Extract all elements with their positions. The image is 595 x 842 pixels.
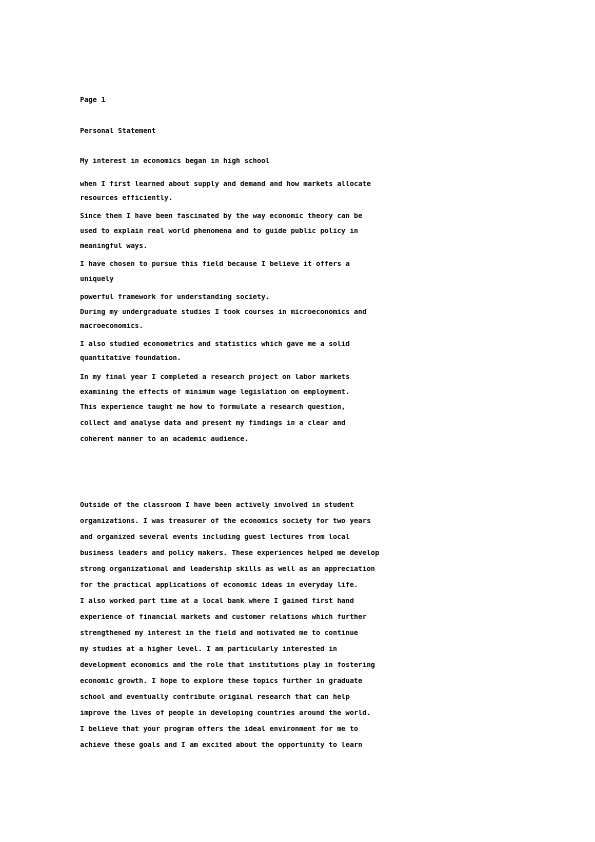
text-line: strengthened my interest in the field and motivated me to continue bbox=[80, 630, 359, 637]
text-line: This experience taught me how to formulate a research question, bbox=[80, 404, 346, 411]
text-line: collect and analyse data and present my findings in a clear and bbox=[80, 420, 346, 427]
text-line: I believe that your program offers the ideal environment for me to bbox=[80, 726, 359, 733]
text-line: resources efficiently. bbox=[80, 195, 173, 202]
text-line: Outside of the classroom I have been actively involved in student bbox=[80, 502, 354, 509]
text-line: quantitative foundation. bbox=[80, 355, 182, 362]
text-line: my studies at a higher level. I am particularly interested in bbox=[80, 646, 338, 653]
text-line: economic growth. I hope to explore these topics further in graduate bbox=[80, 678, 363, 685]
text-line: when I first learned about supply and demand and how markets allocate bbox=[80, 181, 371, 188]
text-line: coherent manner to an academic audience. bbox=[80, 436, 249, 443]
text-line: powerful framework for understanding society. bbox=[80, 294, 270, 301]
text-line: I also studied econometrics and statistics which gave me a solid bbox=[80, 341, 350, 348]
text-line: uniquely bbox=[80, 276, 114, 283]
text-line: Since then I have been fascinated by the way economic theory can be bbox=[80, 213, 363, 220]
text-line: macroeconomics. bbox=[80, 323, 144, 330]
text-line: development economics and the role that institutions play in fostering bbox=[80, 662, 376, 669]
text-line: strong organizational and leadership skills as well as an appreciation bbox=[80, 566, 376, 573]
text-line: business leaders and policy makers. These experiences helped me develop bbox=[80, 550, 380, 557]
text-line: used to explain real world phenomena and to guide public policy in bbox=[80, 228, 359, 235]
text-line: for the practical applications of economic ideas in everyday life. bbox=[80, 582, 359, 589]
text-line: experience of financial markets and customer relations which further bbox=[80, 614, 367, 621]
text-line: I also worked part time at a local bank where I gained first hand bbox=[80, 598, 354, 605]
text-line: In my final year I completed a research project on labor markets bbox=[80, 374, 350, 381]
text-line: I have chosen to pursue this field because I believe it offers a bbox=[80, 261, 350, 268]
page-label: Page 1 bbox=[80, 97, 106, 104]
text-line: achieve these goals and I am excited about the opportunity to learn bbox=[80, 742, 363, 749]
document-heading: Personal Statement bbox=[80, 128, 156, 135]
text-line: During my undergraduate studies I took courses in microeconomics and bbox=[80, 309, 367, 316]
text-line: and organized several events including guest lectures from local bbox=[80, 534, 350, 541]
text-line: meaningful ways. bbox=[80, 243, 148, 250]
text-line: school and eventually contribute original research that can help bbox=[80, 694, 350, 701]
text-line: examining the effects of minimum wage legislation on employment. bbox=[80, 389, 350, 396]
text-line: organizations. I was treasurer of the economics society for two years bbox=[80, 518, 371, 525]
text-line: improve the lives of people in developing countries around the world. bbox=[80, 710, 371, 717]
text-line: My interest in economics began in high school bbox=[80, 158, 270, 165]
